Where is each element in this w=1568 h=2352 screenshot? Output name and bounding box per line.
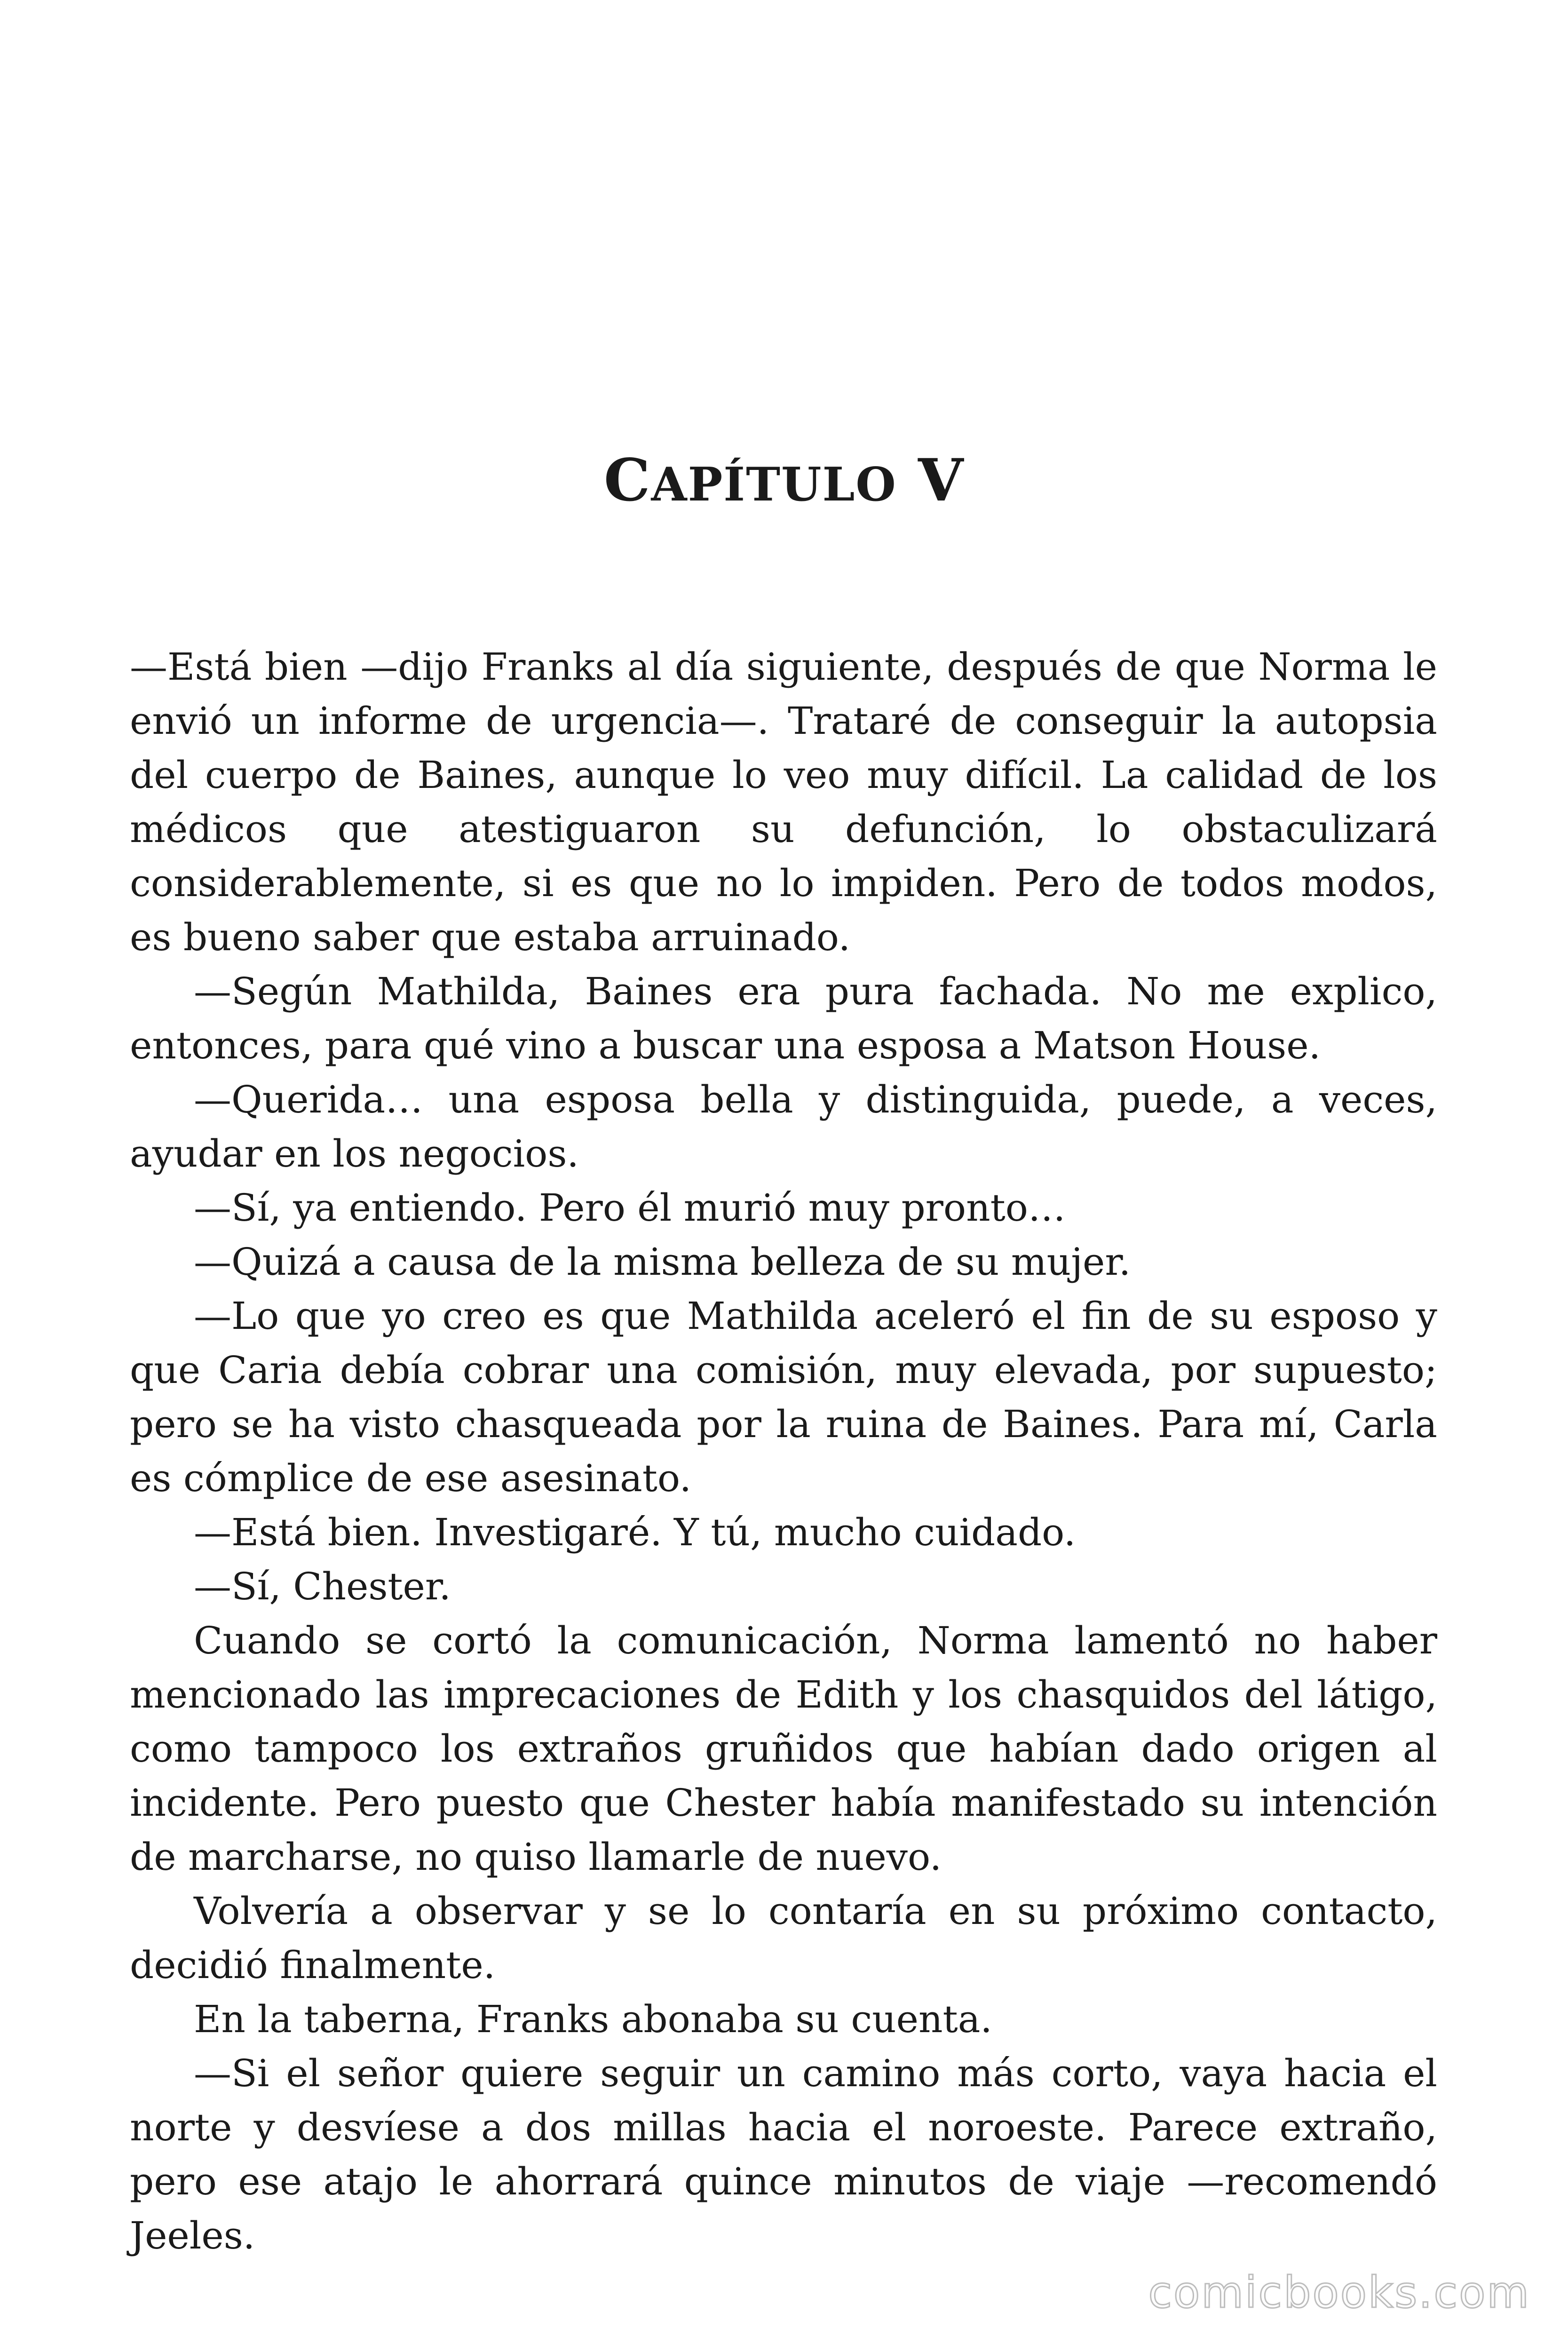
chapter-title-rest: APÍTULO: [651, 458, 897, 512]
paragraph: Cuando se cortó la comunicación, Norma lamentó no haber mencionado las imprecaciones de Edith y los chasquidos del látigo, como tampoco los extraños gruñidos que habían dado origen al incidente. Pero puesto que Chester había manifestado su intención de marcharse, no quiso llamarle de nuevo.: [130, 1619, 1437, 1879]
paragraph: —Quizá a causa de la misma belleza de su mujer.: [194, 1240, 1131, 1284]
chapter-title: [0, 446, 1568, 515]
chapter-number: V: [918, 446, 965, 515]
watermark: comicbooks.com: [1148, 2267, 1530, 2318]
paragraph: —Sí, ya entiendo. Pero él murió muy pronto…: [194, 1186, 1066, 1230]
paragraph: —Sí, Chester.: [194, 1565, 451, 1608]
paragraph: —Está bien —dijo Franks al día siguiente, después de que Norma le envió un informe de urgencia—. Trataré de conseguir la autopsia del cuerpo de Baines, aunque lo veo muy difícil. La calidad de los médicos que atestiguaron su defunción, lo obstaculizará considerablemente, si es que no lo impiden. Pero de todos modos, es bueno saber que estaba arruinado.: [130, 645, 1437, 959]
paragraph: —Está bien. Investigaré. Y tú, mucho cuidado.: [194, 1510, 1076, 1554]
paragraph: —Según Mathilda, Baines era pura fachada. No me explico, entonces, para qué vino a buscar una esposa a Matson House.: [130, 969, 1437, 1067]
paragraph: Volvería a observar y se lo contaría en su próximo contacto, decidió finalmente.: [130, 1889, 1437, 1987]
paragraph: —Lo que yo creo es que Mathilda aceleró el fin de su esposo y que Caria debía cobrar una comisión, muy elevada, por supuesto; pero se ha visto chasqueada por la ruina de Baines. Para mí, Carla es cómplice de ese asesinato.: [130, 1294, 1437, 1500]
paragraph: —Si el señor quiere seguir un camino más corto, vaya hacia el norte y desvíese a dos millas hacia el noroeste. Parece extraño, pero ese atajo le ahorrará quince minutos de viaje —recomendó Jeeles.: [130, 2051, 1437, 2257]
chapter-body: [130, 640, 1437, 2263]
paragraph: —Querida… una esposa bella y distinguida, puede, a veces, ayudar en los negocios.: [130, 1078, 1437, 1176]
chapter-title-initial: C: [603, 446, 651, 515]
paragraph: En la taberna, Franks abonaba su cuenta.: [194, 1997, 992, 2041]
